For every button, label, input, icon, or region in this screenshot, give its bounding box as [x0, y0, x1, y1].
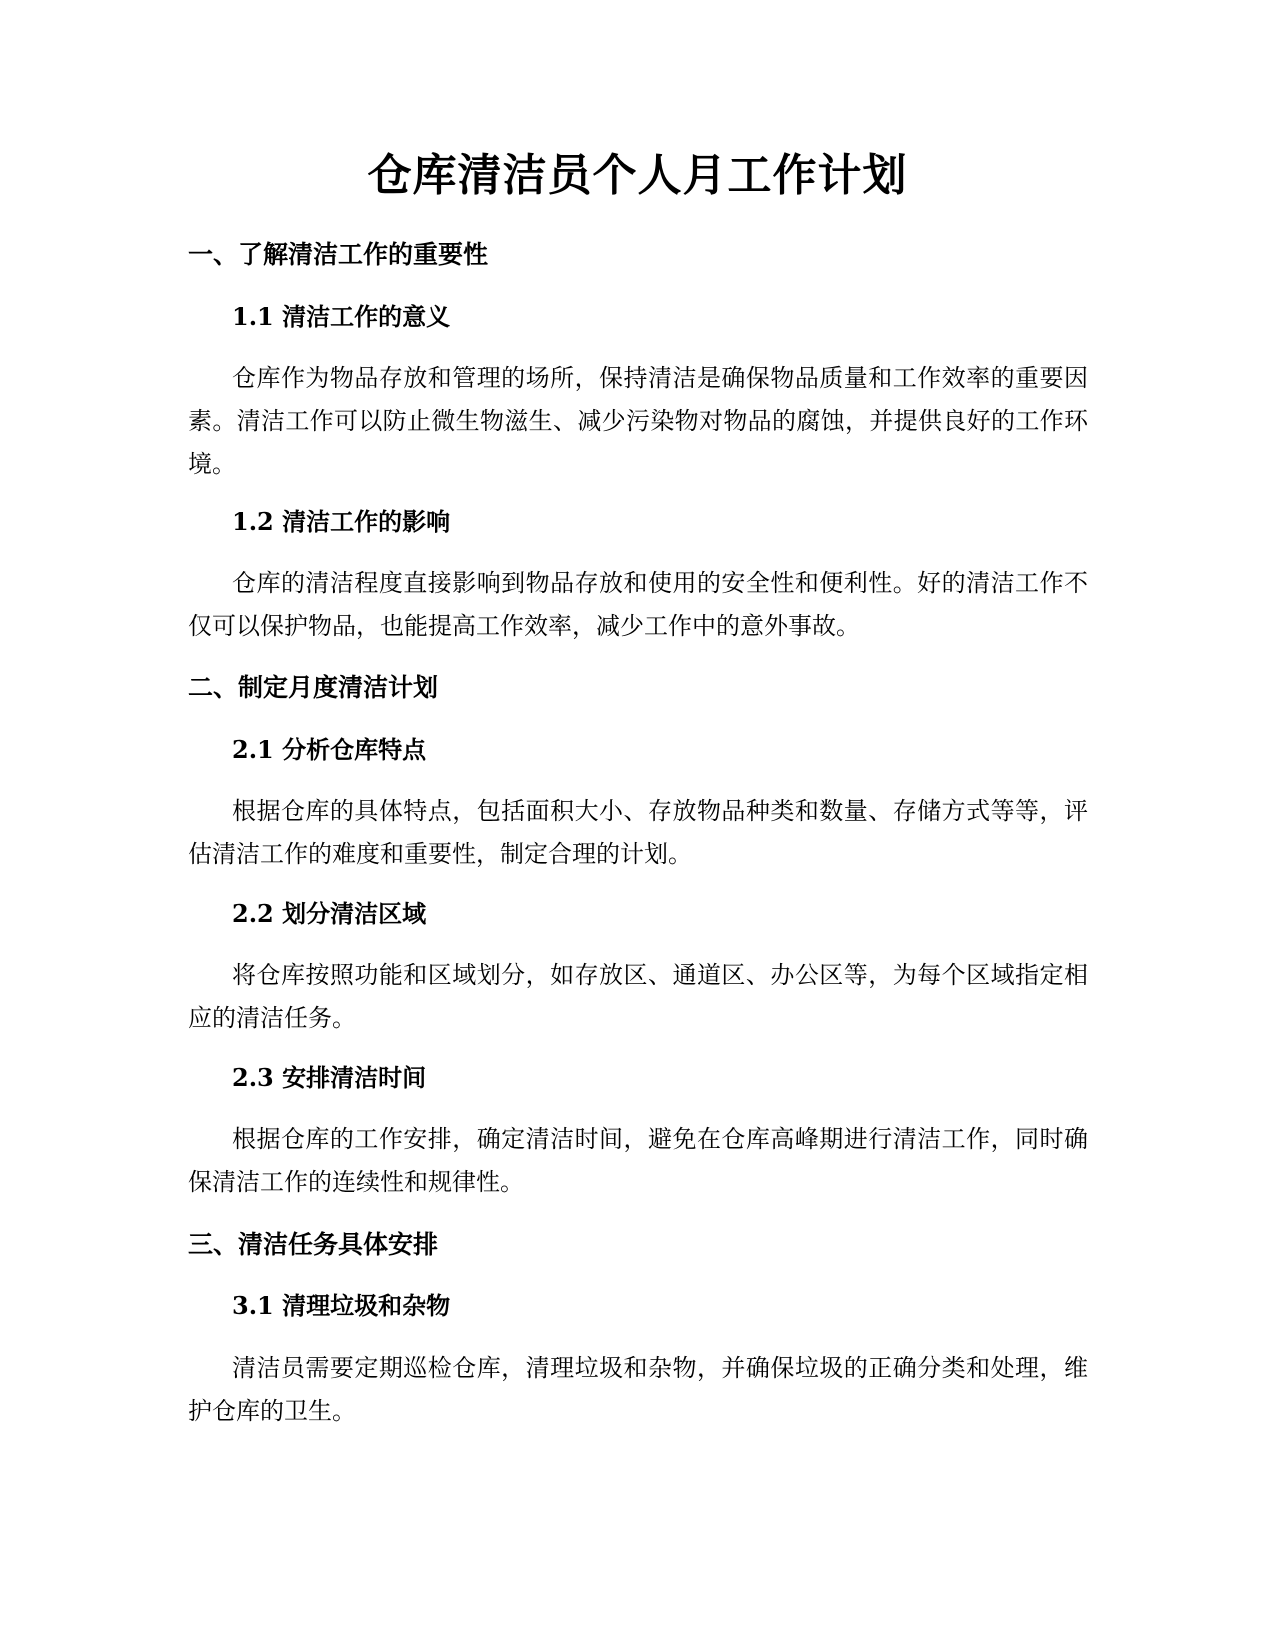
- subsection-heading-3-1: 3.1 清理垃圾和杂物: [232, 1291, 451, 1320]
- subsection-heading-2-1: 2.1 分析仓库特点: [232, 735, 427, 764]
- paragraph-2-2: 将仓库按照功能和区域划分，如存放区、通道区、办公区等，为每个区域指定相应的清洁任务。: [188, 961, 1088, 1032]
- subsection-heading-2-2: 2.2 划分清洁区域: [232, 899, 427, 928]
- paragraph-3-1: 清洁员需要定期巡检仓库，清理垃圾和杂物，并确保垃圾的正确分类和处理，维护仓库的卫生。: [188, 1354, 1088, 1425]
- document-title: 仓库清洁员个人月工作计划: [367, 150, 908, 201]
- paragraph-2-3: 根据仓库的工作安排，确定清洁时间，避免在仓库高峰期进行清洁工作，同时确保清洁工作的连续性和规律性。: [188, 1125, 1088, 1196]
- subsection-heading-1-1: 1.1 清洁工作的意义: [232, 302, 451, 331]
- section-heading-2: 二、制定月度清洁计划: [188, 673, 439, 702]
- paragraph-1-2: 仓库的清洁程度直接影响到物品存放和使用的安全性和便利性。好的清洁工作不仅可以保护物品，也能提高工作效率，减少工作中的意外事故。: [188, 569, 1088, 640]
- paragraph-1-1: 仓库作为物品存放和管理的场所，保持清洁是确保物品质量和工作效率的重要因素。清洁工作可以防止微生物滋生、减少污染物对物品的腐蚀，并提供良好的工作环境。: [188, 364, 1088, 478]
- subsection-heading-1-2: 1.2 清洁工作的影响: [232, 507, 451, 536]
- paragraph-2-1: 根据仓库的具体特点，包括面积大小、存放物品种类和数量、存储方式等等，评估清洁工作的难度和重要性，制定合理的计划。: [188, 797, 1088, 868]
- section-heading-1: 一、了解清洁工作的重要性: [188, 240, 489, 269]
- subsection-heading-2-3: 2.3 安排清洁时间: [232, 1063, 427, 1092]
- section-heading-3: 三、清洁任务具体安排: [188, 1230, 439, 1259]
